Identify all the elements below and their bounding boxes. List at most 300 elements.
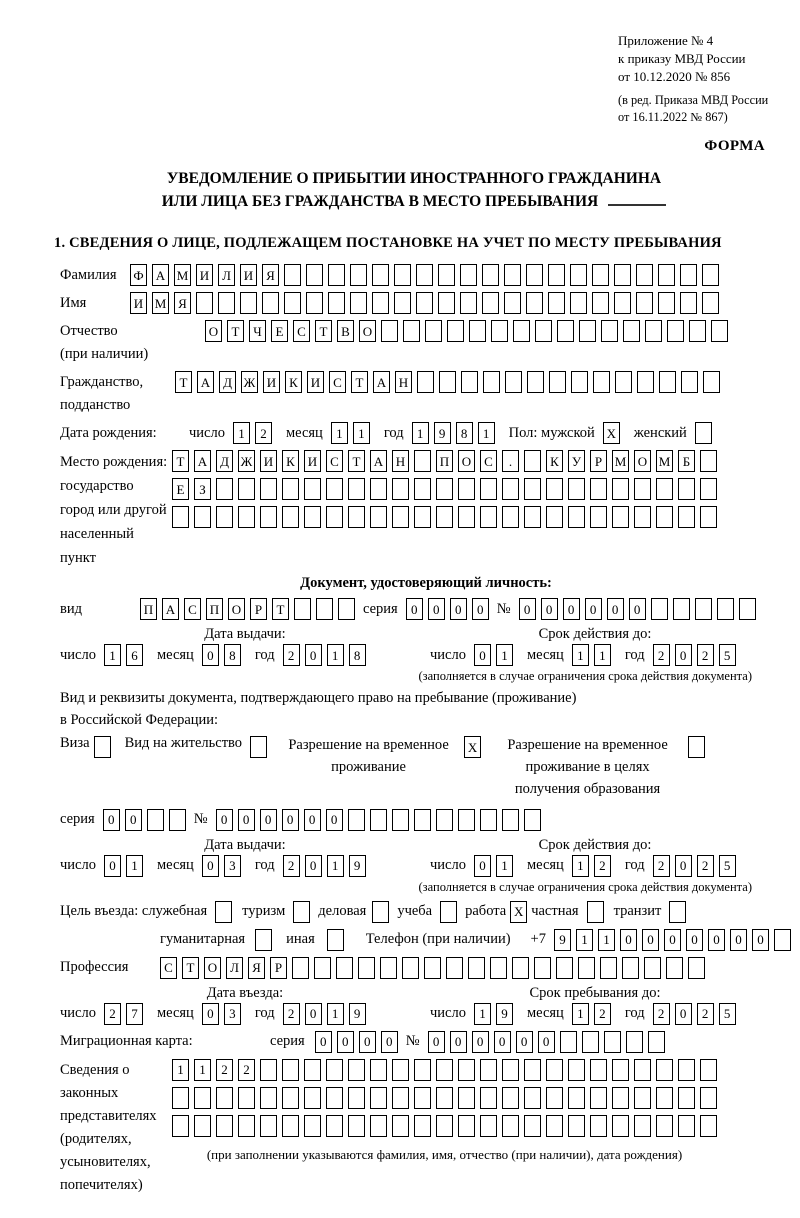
form-cell[interactable] [636,292,653,314]
migcard-series-cells[interactable] [315,1031,398,1053]
form-cell[interactable] [94,736,111,758]
form-cell[interactable] [194,1115,211,1137]
form-cell[interactable] [548,292,565,314]
form-cell[interactable]: 0 [428,598,445,620]
form-cell[interactable]: 1 [172,1059,189,1081]
form-cell[interactable] [414,1115,431,1137]
form-cell[interactable] [380,957,397,979]
form-cell[interactable]: Е [271,320,288,342]
form-cell[interactable] [612,506,629,528]
form-cell[interactable]: Т [175,371,192,393]
form-cell[interactable]: Л [218,264,235,286]
form-cell[interactable] [615,371,632,393]
form-cell[interactable] [502,506,519,528]
form-cell[interactable]: Р [590,450,607,472]
form-cell[interactable] [370,1059,387,1081]
form-cell[interactable] [502,1087,519,1109]
form-cell[interactable]: 0 [202,644,219,666]
form-cell[interactable] [702,264,719,286]
form-cell[interactable] [480,1059,497,1081]
form-cell[interactable] [282,478,299,500]
form-cell[interactable]: 1 [327,644,344,666]
purpose-tourism-checkbox[interactable] [293,901,310,923]
form-cell[interactable] [260,1059,277,1081]
form-cell[interactable] [282,1059,299,1081]
form-cell[interactable]: С [184,598,201,620]
form-cell[interactable] [622,957,639,979]
form-cell[interactable]: 1 [572,644,589,666]
form-cell[interactable]: К [282,450,299,472]
form-cell[interactable] [678,478,695,500]
form-cell[interactable]: 5 [719,855,736,877]
migcard-number-cells[interactable] [428,1031,665,1053]
form-cell[interactable] [255,929,272,951]
form-cell[interactable] [480,1115,497,1137]
form-cell[interactable] [328,292,345,314]
form-cell[interactable]: 1 [598,929,615,951]
form-cell[interactable] [348,478,365,500]
form-cell[interactable]: И [196,264,213,286]
form-cell[interactable] [447,320,464,342]
form-cell[interactable] [502,1059,519,1081]
form-cell[interactable] [505,371,522,393]
form-cell[interactable]: 2 [283,1003,300,1025]
form-cell[interactable] [666,957,683,979]
form-cell[interactable]: 0 [730,929,747,951]
form-cell[interactable]: 1 [126,855,143,877]
form-cell[interactable] [460,292,477,314]
form-cell[interactable] [414,809,431,831]
form-cell[interactable] [414,1059,431,1081]
form-cell[interactable]: 0 [202,855,219,877]
purpose-private-checkbox[interactable] [587,901,604,923]
form-cell[interactable] [282,506,299,528]
form-cell[interactable]: 0 [675,1003,692,1025]
form-cell[interactable] [578,957,595,979]
form-cell[interactable] [394,264,411,286]
form-cell[interactable] [358,957,375,979]
form-cell[interactable]: Т [172,450,189,472]
representatives-cells-row1[interactable] [172,1059,717,1081]
form-cell[interactable] [292,957,309,979]
form-cell[interactable]: Ж [241,371,258,393]
form-cell[interactable] [327,929,344,951]
form-cell[interactable] [370,1115,387,1137]
form-cell[interactable] [570,264,587,286]
form-cell[interactable]: 0 [326,809,343,831]
visa-checkbox[interactable] [94,736,111,758]
form-cell[interactable] [306,264,323,286]
form-cell[interactable] [636,264,653,286]
form-cell[interactable]: О [228,598,245,620]
form-cell[interactable] [592,264,609,286]
form-cell[interactable]: 0 [664,929,681,951]
form-cell[interactable]: 2 [216,1059,233,1081]
form-cell[interactable]: 8 [224,644,241,666]
form-cell[interactable] [490,957,507,979]
form-cell[interactable]: М [612,450,629,472]
form-cell[interactable] [350,292,367,314]
form-cell[interactable] [614,292,631,314]
form-cell[interactable]: М [152,292,169,314]
form-cell[interactable]: Р [270,957,287,979]
form-cell[interactable] [681,371,698,393]
form-cell[interactable] [645,320,662,342]
form-cell[interactable] [658,292,675,314]
birth-day-cells[interactable] [233,422,272,444]
form-cell[interactable]: Т [315,320,332,342]
surname-cells[interactable] [130,264,719,286]
form-cell[interactable]: А [152,264,169,286]
form-cell[interactable] [688,957,705,979]
form-cell[interactable] [238,478,255,500]
form-cell[interactable]: Е [172,478,189,500]
form-cell[interactable]: 0 [752,929,769,951]
birthplace-cells-row3[interactable] [172,506,717,528]
form-cell[interactable]: П [206,598,223,620]
form-cell[interactable]: 2 [238,1059,255,1081]
form-cell[interactable] [678,1059,695,1081]
form-cell[interactable] [392,1087,409,1109]
permit-number-cells[interactable] [216,809,541,831]
form-cell[interactable]: 0 [315,1031,332,1053]
form-cell[interactable]: 0 [538,1031,555,1053]
form-cell[interactable]: 1 [496,855,513,877]
form-cell[interactable] [612,478,629,500]
form-cell[interactable] [546,478,563,500]
form-cell[interactable] [700,1059,717,1081]
form-cell[interactable]: А [370,450,387,472]
form-cell[interactable] [590,478,607,500]
form-cell[interactable]: Р [250,598,267,620]
form-cell[interactable]: 0 [494,1031,511,1053]
form-cell[interactable]: 1 [496,644,513,666]
form-cell[interactable] [546,1115,563,1137]
givenname-cells[interactable] [130,292,719,314]
form-cell[interactable] [416,292,433,314]
form-cell[interactable]: 1 [474,1003,491,1025]
form-cell[interactable]: 0 [305,855,322,877]
form-cell[interactable] [546,1059,563,1081]
form-cell[interactable]: А [194,450,211,472]
birth-year-cells[interactable] [412,422,495,444]
sex-female-checkbox[interactable] [695,422,712,444]
form-cell[interactable]: 2 [653,1003,670,1025]
form-cell[interactable] [425,320,442,342]
permit-issue-year[interactable] [283,855,366,877]
doc-valid-month[interactable] [572,644,611,666]
form-cell[interactable] [424,957,441,979]
form-cell[interactable]: Л [226,957,243,979]
entry-day[interactable] [104,1003,143,1025]
form-cell[interactable]: 1 [576,929,593,951]
form-cell[interactable] [394,292,411,314]
form-cell[interactable]: Я [174,292,191,314]
form-cell[interactable] [700,1087,717,1109]
form-cell[interactable] [436,1115,453,1137]
form-cell[interactable] [392,506,409,528]
form-cell[interactable]: 1 [572,1003,589,1025]
form-cell[interactable]: 7 [126,1003,143,1025]
form-cell[interactable] [659,371,676,393]
form-cell[interactable] [504,292,521,314]
form-cell[interactable] [480,1087,497,1109]
edu-permit-checkbox[interactable] [688,736,705,758]
form-cell[interactable] [582,1031,599,1053]
form-cell[interactable] [348,506,365,528]
permit-valid-year[interactable] [653,855,736,877]
form-cell[interactable]: 9 [554,929,571,951]
form-cell[interactable] [250,736,267,758]
form-cell[interactable] [548,264,565,286]
form-cell[interactable] [460,264,477,286]
form-cell[interactable] [549,371,566,393]
form-cell[interactable] [739,598,756,620]
form-cell[interactable] [524,1059,541,1081]
form-cell[interactable] [469,320,486,342]
doc-issue-month[interactable] [202,644,241,666]
form-cell[interactable] [370,506,387,528]
form-cell[interactable]: С [329,371,346,393]
form-cell[interactable] [571,371,588,393]
form-cell[interactable] [348,1059,365,1081]
form-cell[interactable]: 0 [125,809,142,831]
form-cell[interactable] [648,1031,665,1053]
purpose-work-checkbox[interactable] [510,901,527,923]
form-cell[interactable]: А [197,371,214,393]
form-cell[interactable] [656,1087,673,1109]
form-cell[interactable]: 2 [594,855,611,877]
temp-permit-checkbox[interactable] [464,736,481,758]
permit-valid-day[interactable] [474,855,513,877]
form-cell[interactable] [196,292,213,314]
form-cell[interactable] [328,264,345,286]
form-cell[interactable] [293,901,310,923]
form-cell[interactable]: 0 [519,598,536,620]
form-cell[interactable]: 0 [282,809,299,831]
form-cell[interactable] [172,1087,189,1109]
purpose-transit-checkbox[interactable] [669,901,686,923]
form-cell[interactable] [656,1115,673,1137]
form-cell[interactable] [458,809,475,831]
citizenship-cells[interactable] [175,371,720,393]
form-cell[interactable]: Т [272,598,289,620]
form-cell[interactable] [557,320,574,342]
form-cell[interactable] [370,478,387,500]
form-cell[interactable]: 0 [260,809,277,831]
form-cell[interactable]: К [546,450,563,472]
form-cell[interactable] [218,292,235,314]
form-cell[interactable] [695,598,712,620]
form-cell[interactable] [316,598,333,620]
form-cell[interactable]: И [240,264,257,286]
form-cell[interactable] [612,1059,629,1081]
form-cell[interactable]: 0 [620,929,637,951]
form-cell[interactable] [512,957,529,979]
form-cell[interactable] [526,264,543,286]
form-cell[interactable]: П [140,598,157,620]
form-cell[interactable] [304,506,321,528]
form-cell[interactable] [568,1087,585,1109]
form-cell[interactable] [403,320,420,342]
form-cell[interactable] [326,1059,343,1081]
form-cell[interactable]: 2 [653,855,670,877]
form-cell[interactable] [480,478,497,500]
form-cell[interactable] [260,1115,277,1137]
form-cell[interactable]: И [307,371,324,393]
doc-valid-day[interactable] [474,644,513,666]
form-cell[interactable]: 0 [450,1031,467,1053]
form-cell[interactable] [535,320,552,342]
form-cell[interactable] [172,1115,189,1137]
form-cell[interactable] [262,292,279,314]
form-cell[interactable]: Н [395,371,412,393]
form-cell[interactable]: Я [262,264,279,286]
form-cell[interactable] [282,1087,299,1109]
form-cell[interactable] [568,1115,585,1137]
form-cell[interactable] [634,1087,651,1109]
form-cell[interactable] [439,371,456,393]
form-cell[interactable] [678,1115,695,1137]
form-cell[interactable] [524,1115,541,1137]
form-cell[interactable]: 0 [642,929,659,951]
residence-checkbox[interactable] [250,736,267,758]
form-cell[interactable]: 8 [349,644,366,666]
form-cell[interactable] [392,1059,409,1081]
form-cell[interactable] [414,478,431,500]
form-cell[interactable] [656,478,673,500]
form-cell[interactable] [392,1115,409,1137]
form-cell[interactable]: 8 [456,422,473,444]
form-cell[interactable] [326,478,343,500]
birthplace-cells-row1[interactable] [172,450,717,472]
form-cell[interactable]: 9 [349,1003,366,1025]
form-cell[interactable]: У [568,450,585,472]
form-cell[interactable]: З [194,478,211,500]
representatives-cells-row3[interactable] [172,1115,717,1137]
form-cell[interactable]: 0 [541,598,558,620]
form-cell[interactable]: О [205,320,222,342]
form-cell[interactable] [216,478,233,500]
form-cell[interactable] [304,1115,321,1137]
form-cell[interactable]: И [263,371,280,393]
form-cell[interactable] [700,506,717,528]
purpose-service-checkbox[interactable] [215,901,232,923]
doc-number-cells[interactable] [519,598,756,620]
form-cell[interactable] [216,506,233,528]
form-cell[interactable] [774,929,791,951]
form-cell[interactable] [436,1087,453,1109]
form-cell[interactable]: К [285,371,302,393]
form-cell[interactable] [440,901,457,923]
form-cell[interactable] [458,478,475,500]
form-cell[interactable] [436,809,453,831]
form-cell[interactable] [348,809,365,831]
form-cell[interactable] [601,320,618,342]
form-cell[interactable]: В [337,320,354,342]
form-cell[interactable]: 0 [686,929,703,951]
form-cell[interactable] [656,506,673,528]
form-cell[interactable]: 0 [472,598,489,620]
form-cell[interactable]: Б [678,450,695,472]
purpose-business-checkbox[interactable] [372,901,389,923]
form-cell[interactable] [482,292,499,314]
form-cell[interactable]: 0 [585,598,602,620]
form-cell[interactable] [702,292,719,314]
permit-valid-month[interactable] [572,855,611,877]
form-cell[interactable] [634,1115,651,1137]
form-cell[interactable] [348,1115,365,1137]
form-cell[interactable]: . [502,450,519,472]
birthplace-cells-row2[interactable] [172,478,717,500]
form-cell[interactable]: Д [216,450,233,472]
form-cell[interactable]: X [603,422,620,444]
form-cell[interactable]: Т [182,957,199,979]
form-cell[interactable]: 2 [255,422,272,444]
form-cell[interactable] [711,320,728,342]
form-cell[interactable] [436,506,453,528]
form-cell[interactable]: П [436,450,453,472]
form-cell[interactable]: 0 [304,809,321,831]
form-cell[interactable]: Н [392,450,409,472]
form-cell[interactable]: X [510,901,527,923]
form-cell[interactable] [282,1115,299,1137]
form-cell[interactable] [326,1087,343,1109]
form-cell[interactable]: 0 [337,1031,354,1053]
form-cell[interactable] [688,736,705,758]
form-cell[interactable] [336,957,353,979]
form-cell[interactable] [480,506,497,528]
stay-year[interactable] [653,1003,736,1025]
form-cell[interactable] [314,957,331,979]
form-cell[interactable] [436,1059,453,1081]
form-cell[interactable]: А [373,371,390,393]
form-cell[interactable] [680,264,697,286]
entry-month[interactable] [202,1003,241,1025]
form-cell[interactable] [524,809,541,831]
form-cell[interactable] [372,901,389,923]
form-cell[interactable]: О [359,320,376,342]
form-cell[interactable] [284,264,301,286]
form-cell[interactable]: 5 [719,1003,736,1025]
form-cell[interactable] [689,320,706,342]
form-cell[interactable]: 2 [697,644,714,666]
stay-month[interactable] [572,1003,611,1025]
form-cell[interactable] [570,292,587,314]
form-cell[interactable] [634,1059,651,1081]
form-cell[interactable]: 1 [233,422,250,444]
form-cell[interactable] [414,506,431,528]
form-cell[interactable]: 0 [305,1003,322,1025]
form-cell[interactable] [534,957,551,979]
form-cell[interactable] [560,1031,577,1053]
form-cell[interactable] [306,292,323,314]
form-cell[interactable] [700,1115,717,1137]
form-cell[interactable] [590,1087,607,1109]
form-cell[interactable]: 1 [327,1003,344,1025]
form-cell[interactable] [568,478,585,500]
form-cell[interactable]: 3 [224,855,241,877]
form-cell[interactable] [513,320,530,342]
form-cell[interactable] [700,478,717,500]
form-cell[interactable]: Д [219,371,236,393]
doc-issue-year[interactable] [283,644,366,666]
profession-cells[interactable] [160,957,705,979]
form-cell[interactable]: 0 [708,929,725,951]
form-cell[interactable] [527,371,544,393]
form-cell[interactable] [700,450,717,472]
form-cell[interactable]: 0 [516,1031,533,1053]
